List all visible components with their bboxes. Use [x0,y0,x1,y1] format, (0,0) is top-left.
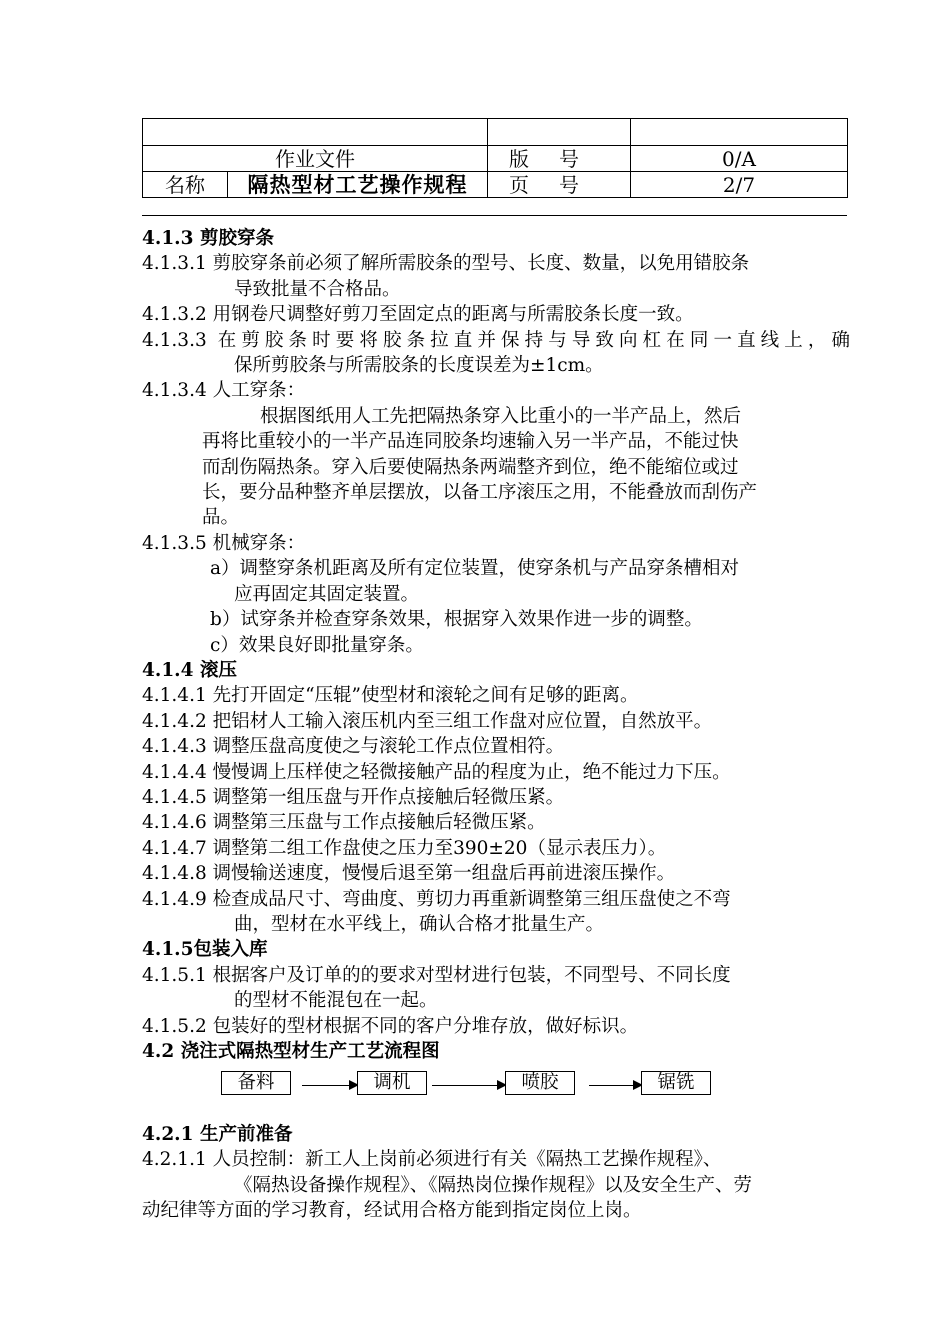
paragraph-line: 4.1.3.4 人工穿条： [142,380,306,402]
doc-type: 作业文件 [143,146,488,172]
page-value: 2/7 [631,172,848,198]
name-label: 名称 [143,172,228,198]
paragraph-line: 4.2.1.1 人员控制：新工人上岗前必须进行有关《隔热工艺操作规程》、 [142,1149,722,1171]
section-heading: 4.1.3 剪胶穿条 [142,228,274,249]
paragraph-line: 4.1.5.1 根据客户及订单的的要求对型材进行包装，不同型号、不同长度 [142,964,731,986]
page-label: 页号 [488,172,631,198]
header-blank-cell [631,119,848,146]
paragraph-line: 品。 [202,507,240,529]
version-label: 版号 [488,146,631,172]
paragraph-line: a）调整穿条机距离及所有定位装置，使穿条机与产品穿条槽相对 [210,558,740,580]
paragraph-line: 4.1.4.4 慢慢调上压样使之轻微接触产品的程度为止，绝不能过力下压。 [142,761,731,783]
document-body [142,226,850,1064]
document-header-table [142,118,848,198]
paragraph-line: 的型材不能混包在一起。 [234,990,438,1012]
paragraph-line: 动纪律等方面的学习教育，经试用合格方能到指定岗位上岗。 [142,1200,642,1222]
paragraph-line: 4.1.3.2 用钢卷尺调整好剪刀至固定点的距离与所需胶条长度一致。 [142,304,694,326]
paragraph-line: 4.1.4.7 调整第二组工作盘使之压力至390±20（显示表压力）。 [142,837,667,859]
section-heading: 4.1.4 滚压 [142,659,237,681]
paragraph-line: 4.1.4.6 调整第三压盘与工作点接触后轻微压紧。 [142,812,546,834]
paragraph-line: b）试穿条并检查穿条效果，根据穿入效果作进一步的调整。 [210,609,703,631]
paragraph-line: 4.1.4.9 检查成品尺寸、弯曲度、剪切力再重新调整第三组压盘使之不弯 [142,888,731,910]
document-body-continued [142,1122,850,1224]
process-flow-diagram [0,1071,950,1097]
paragraph-line: 4.1.4.1 先打开固定“压辊”使型材和滚轮之间有足够的距离。 [142,685,639,707]
paragraph-line: c）效果良好即批量穿条。 [210,634,424,656]
doc-name: 隔热型材工艺操作规程 [228,172,488,198]
paragraph-line: 根据图纸用人工先把隔热条穿入比重小的一半产品上，然后 [260,405,742,427]
paragraph-line: 4.1.5.2 包装好的型材根据不同的客户分堆存放，做好标识。 [142,1015,639,1037]
paragraph-line: 4.1.4.8 调慢输送速度，慢慢后退至第一组盘后再前进滚压操作。 [142,863,676,885]
paragraph-line: 4.1.3.5 机械穿条： [142,532,306,554]
paragraph-line: 长，要分品种整齐单层摆放，以备工序滚压之用，不能叠放而刮伤产 [202,482,758,504]
header-divider [142,215,847,216]
paragraph-line: 再将比重较小的一半产品连同胶条均速输入另一半产品，不能过快 [202,431,739,453]
header-blank-cell [143,119,488,146]
paragraph-line: 4.1.4.2 把铝材人工输入滚压机内至三组工作盘对应位置，自然放平。 [142,710,713,732]
header-blank-cell [488,119,631,146]
paragraph-line: 4.1.4.5 调整第一组压盘与开作点接触后轻微压紧。 [142,786,565,808]
flow-arrow [589,1085,641,1086]
flow-arrow [432,1085,505,1086]
paragraph-line: 保所剪胶条与所需胶条的长度误差为±1cm。 [234,355,604,377]
paragraph-line: 而刮伤隔热条。穿入后要使隔热条两端整齐到位，绝不能缩位或过 [202,456,739,478]
paragraph-line: 《隔热设备操作规程》、《隔热岗位操作规程》以及安全生产、劳 [234,1174,753,1196]
version-value: 0/A [631,146,848,172]
paragraph-line: 4.1.4.3 调整压盘高度使之与滚轮工作点位置相符。 [142,736,565,758]
section-heading: 4.1.5包装入库 [142,939,268,961]
paragraph-line: 4.1.3.1 剪胶穿条前必须了解所需胶条的型号、长度、数量，以免用错胶条 [142,253,750,275]
flow-step: 调机 [357,1071,427,1095]
section-heading: 4.2.1 生产前准备 [142,1124,293,1145]
paragraph-line: 导致批量不合格品。 [234,278,401,300]
flow-step: 锯铣 [641,1071,711,1095]
flow-arrow [302,1085,357,1086]
paragraph-line: 应再固定其固定装置。 [234,583,420,605]
section-heading: 4.2 浇注式隔热型材生产工艺流程图 [142,1041,440,1062]
paragraph-line: 4.1.3.3 在剪胶条时要将胶条拉直并保持与导致向杠在同一直线上，确 [142,329,850,351]
flow-step: 备料 [221,1071,291,1095]
paragraph-line: 曲，型材在水平线上，确认合格才批量生产。 [234,913,605,935]
flow-step: 喷胶 [505,1071,575,1095]
